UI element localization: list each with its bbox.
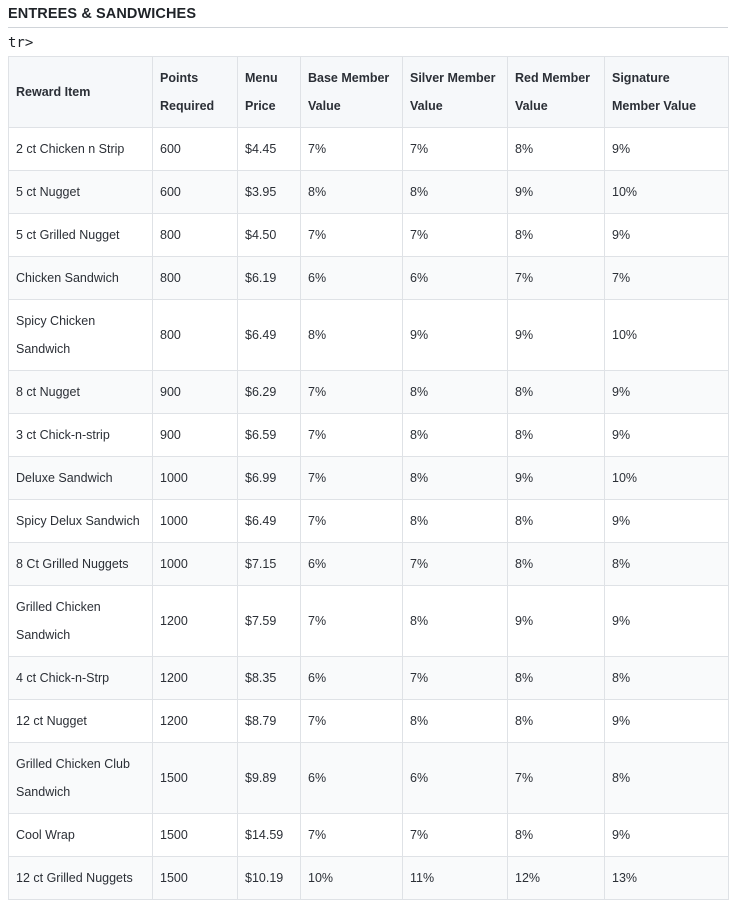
cell-reward-item: Deluxe Sandwich: [9, 457, 153, 500]
cell-silver-value: 7%: [403, 214, 508, 257]
cell-price: $4.50: [238, 214, 301, 257]
cell-points: 800: [153, 257, 238, 300]
cell-reward-item: 5 ct Grilled Nugget: [9, 214, 153, 257]
cell-red-value: 12%: [508, 857, 605, 900]
cell-signature-value: 10%: [605, 171, 729, 214]
cell-signature-value: 9%: [605, 214, 729, 257]
cell-reward-item: Grilled Chicken Sandwich: [9, 586, 153, 657]
cell-reward-item: Spicy Delux Sandwich: [9, 500, 153, 543]
cell-price: $3.95: [238, 171, 301, 214]
cell-signature-value: 9%: [605, 586, 729, 657]
cell-reward-item: Grilled Chicken Club Sandwich: [9, 743, 153, 814]
cell-base-value: 7%: [301, 214, 403, 257]
cell-points: 800: [153, 214, 238, 257]
cell-red-value: 9%: [508, 586, 605, 657]
table-row: [9, 857, 729, 900]
cell-red-value: 9%: [508, 300, 605, 371]
cell-silver-value: 8%: [403, 457, 508, 500]
cell-silver-value: 6%: [403, 743, 508, 814]
cell-base-value: 10%: [301, 857, 403, 900]
cell-points: 1000: [153, 543, 238, 586]
cell-red-value: 8%: [508, 371, 605, 414]
table-row: [9, 657, 729, 700]
cell-price: $9.89: [238, 743, 301, 814]
cell-signature-value: 7%: [605, 257, 729, 300]
table-row: [9, 500, 729, 543]
cell-base-value: 7%: [301, 814, 403, 857]
cell-silver-value: 7%: [403, 128, 508, 171]
cell-price: $6.99: [238, 457, 301, 500]
cell-red-value: 8%: [508, 814, 605, 857]
col-header-base-member-value: Base Member Value: [301, 57, 403, 128]
cell-signature-value: 10%: [605, 300, 729, 371]
table-row: [9, 414, 729, 457]
cell-base-value: 8%: [301, 171, 403, 214]
cell-reward-item: 8 Ct Grilled Nuggets: [9, 543, 153, 586]
cell-price: $6.49: [238, 500, 301, 543]
cell-points: 600: [153, 171, 238, 214]
cell-signature-value: 9%: [605, 814, 729, 857]
cell-reward-item: 8 ct Nugget: [9, 371, 153, 414]
cell-base-value: 6%: [301, 657, 403, 700]
cell-silver-value: 8%: [403, 414, 508, 457]
cell-signature-value: 9%: [605, 128, 729, 171]
cell-price: $4.45: [238, 128, 301, 171]
section-title: ENTREES & SANDWICHES: [8, 0, 728, 28]
cell-reward-item: 2 ct Chicken n Strip: [9, 128, 153, 171]
cell-price: $7.15: [238, 543, 301, 586]
cell-signature-value: 13%: [605, 857, 729, 900]
cell-silver-value: 8%: [403, 500, 508, 543]
table-row: [9, 814, 729, 857]
cell-points: 1500: [153, 857, 238, 900]
cell-reward-item: 5 ct Nugget: [9, 171, 153, 214]
cell-base-value: 7%: [301, 500, 403, 543]
cell-red-value: 9%: [508, 171, 605, 214]
cell-points: 900: [153, 371, 238, 414]
col-header-points-required: Points Required: [153, 57, 238, 128]
table-row: [9, 257, 729, 300]
cell-red-value: 8%: [508, 128, 605, 171]
cell-base-value: 7%: [301, 700, 403, 743]
cell-points: 1500: [153, 743, 238, 814]
table-row: [9, 743, 729, 814]
cell-signature-value: 8%: [605, 743, 729, 814]
col-header-reward-item: Reward Item: [9, 57, 153, 128]
cell-base-value: 7%: [301, 586, 403, 657]
table-header-row: [9, 57, 729, 128]
cell-silver-value: 8%: [403, 371, 508, 414]
cell-signature-value: 9%: [605, 414, 729, 457]
cell-base-value: 7%: [301, 371, 403, 414]
cell-points: 900: [153, 414, 238, 457]
cell-price: $6.59: [238, 414, 301, 457]
cell-base-value: 6%: [301, 257, 403, 300]
cell-base-value: 7%: [301, 457, 403, 500]
cell-base-value: 6%: [301, 543, 403, 586]
cell-base-value: 7%: [301, 128, 403, 171]
table-row: [9, 300, 729, 371]
cell-price: $6.29: [238, 371, 301, 414]
cell-price: $8.79: [238, 700, 301, 743]
cell-silver-value: 7%: [403, 657, 508, 700]
cell-base-value: 7%: [301, 414, 403, 457]
cell-red-value: 8%: [508, 500, 605, 543]
cell-price: $6.49: [238, 300, 301, 371]
cell-red-value: 9%: [508, 457, 605, 500]
table-row: [9, 543, 729, 586]
table-row: [9, 457, 729, 500]
cell-silver-value: 11%: [403, 857, 508, 900]
cell-signature-value: 9%: [605, 371, 729, 414]
table-row: [9, 171, 729, 214]
cell-red-value: 8%: [508, 657, 605, 700]
cell-price: $14.59: [238, 814, 301, 857]
table-row: [9, 586, 729, 657]
cell-reward-item: 4 ct Chick-n-Strp: [9, 657, 153, 700]
cell-red-value: 8%: [508, 414, 605, 457]
col-header-silver-member-value: Silver Member Value: [403, 57, 508, 128]
cell-red-value: 7%: [508, 743, 605, 814]
cell-red-value: 8%: [508, 543, 605, 586]
cell-reward-item: 12 ct Grilled Nuggets: [9, 857, 153, 900]
cell-silver-value: 8%: [403, 586, 508, 657]
cell-silver-value: 6%: [403, 257, 508, 300]
cell-base-value: 8%: [301, 300, 403, 371]
cell-silver-value: 7%: [403, 543, 508, 586]
cell-silver-value: 8%: [403, 171, 508, 214]
cell-reward-item: 12 ct Nugget: [9, 700, 153, 743]
cell-price: $8.35: [238, 657, 301, 700]
stray-markup-text: tr>: [8, 35, 34, 51]
cell-points: 1000: [153, 500, 238, 543]
cell-points: 1000: [153, 457, 238, 500]
cell-red-value: 8%: [508, 214, 605, 257]
cell-reward-item: 3 ct Chick-n-strip: [9, 414, 153, 457]
col-header-signature-member-value: Signature Member Value: [605, 57, 729, 128]
cell-points: 1200: [153, 586, 238, 657]
cell-price: $10.19: [238, 857, 301, 900]
cell-reward-item: Spicy Chicken Sandwich: [9, 300, 153, 371]
cell-silver-value: 7%: [403, 814, 508, 857]
cell-base-value: 6%: [301, 743, 403, 814]
cell-price: $7.59: [238, 586, 301, 657]
cell-silver-value: 9%: [403, 300, 508, 371]
cell-price: $6.19: [238, 257, 301, 300]
cell-red-value: 7%: [508, 257, 605, 300]
cell-signature-value: 10%: [605, 457, 729, 500]
cell-signature-value: 8%: [605, 543, 729, 586]
rewards-table: [8, 56, 729, 900]
cell-points: 1500: [153, 814, 238, 857]
cell-signature-value: 8%: [605, 657, 729, 700]
cell-reward-item: Chicken Sandwich: [9, 257, 153, 300]
cell-silver-value: 8%: [403, 700, 508, 743]
table-row: [9, 700, 729, 743]
cell-points: 1200: [153, 700, 238, 743]
col-header-red-member-value: Red Member Value: [508, 57, 605, 128]
cell-points: 600: [153, 128, 238, 171]
table-row: [9, 214, 729, 257]
cell-red-value: 8%: [508, 700, 605, 743]
cell-points: 1200: [153, 657, 238, 700]
table-row: [9, 128, 729, 171]
cell-points: 800: [153, 300, 238, 371]
col-header-menu-price: Menu Price: [238, 57, 301, 128]
table-row: [9, 371, 729, 414]
cell-signature-value: 9%: [605, 700, 729, 743]
cell-reward-item: Cool Wrap: [9, 814, 153, 857]
cell-signature-value: 9%: [605, 500, 729, 543]
